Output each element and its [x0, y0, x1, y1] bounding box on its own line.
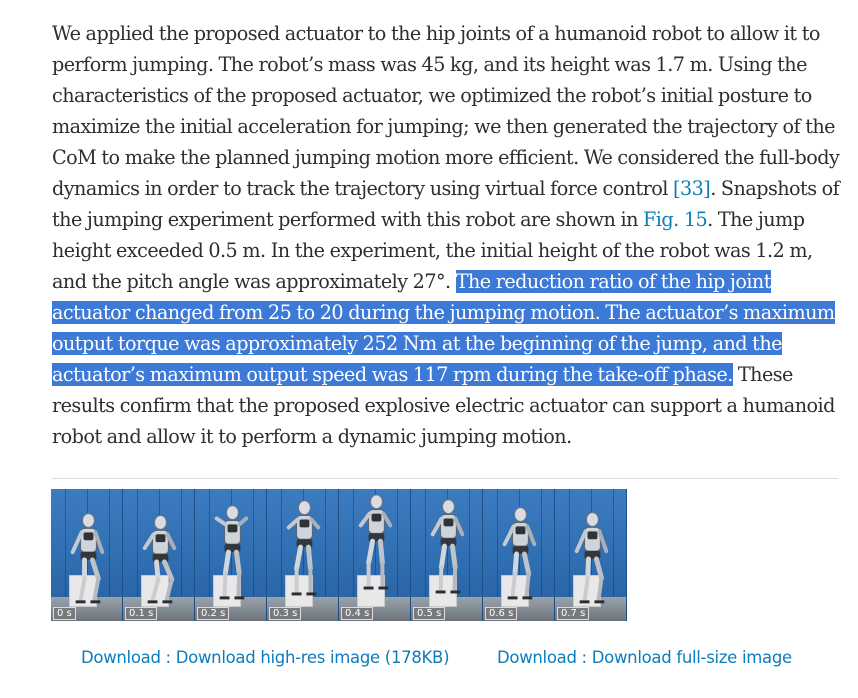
download-high-res-link[interactable]: Download : Download high-res image (178KB): [81, 648, 450, 667]
body-paragraph: [52, 18, 852, 452]
frame-time-label: 0.4 s: [341, 607, 373, 620]
frame-time-label: 0.5 s: [413, 607, 445, 620]
article-body: [52, 18, 852, 452]
paragraph-text-3: . The jump height exceeded 0.5 m. In the experiment, the initial height of the robot was 1.2 m, and the pitch angle was approximately 27°.: [52, 208, 813, 293]
robot-figure: [411, 489, 482, 621]
frame-time-label: 0 s: [53, 607, 76, 620]
download-full-size-link[interactable]: Download : Download full-size image: [497, 648, 792, 667]
figure-frame: [339, 489, 411, 621]
figure-frame: [555, 489, 627, 621]
figure-15-link[interactable]: Fig. 15: [643, 208, 708, 231]
robot-figure: [123, 489, 194, 621]
robot-figure: [483, 489, 554, 621]
frame-time-label: 0.6 s: [485, 607, 517, 620]
figure-frame: [483, 489, 555, 621]
reference-link-33[interactable]: [33]: [673, 177, 711, 200]
robot-figure: [195, 489, 266, 621]
section-divider: [52, 478, 838, 479]
frame-time-label: 0.1 s: [125, 607, 157, 620]
robot-figure: [267, 489, 338, 621]
figure-frame: [195, 489, 267, 621]
paragraph-text-4: These results confirm that the proposed explosive electric actuator can support a humanoid robot and allow it to perform a dynamic jumping motion.: [52, 363, 835, 448]
frame-time-label: 0.7 s: [557, 607, 589, 620]
paragraph-text-2: . Snapshots of the jumping experiment performed with this robot are shown in: [52, 177, 840, 231]
selected-text[interactable]: The reduction ratio of the hip joint actuator changed from 25 to 20 during the jumping motion. The actuator’s maximum output torque was approximately 252 Nm at the beginning of the jump, and the actuator’s maximum output speed was 117 rpm during the take-off phase.: [52, 270, 835, 386]
frame-time-label: 0.3 s: [269, 607, 301, 620]
figure-frame: [123, 489, 195, 621]
robot-figure: [339, 489, 410, 621]
figure-frame: [411, 489, 483, 621]
paragraph-text-1: We applied the proposed actuator to the hip joints of a humanoid robot to allow it to perform jumping. The robot’s mass was 45 kg, and its height was 1.7 m. Using the characteristics of the proposed actuator, we optimized the robot’s initial posture to maximize the initial acceleration for jumping; we then generated the trajectory of the CoM to make the planned jumping motion more efficient. We considered the full-body dynamics in order to track the trajectory using virtual force control: [52, 22, 840, 200]
figure-jumping-snapshots[interactable]: [51, 489, 627, 621]
robot-figure: [51, 489, 122, 621]
figure-frame: [51, 489, 123, 621]
figure-frame: [267, 489, 339, 621]
frame-time-label: 0.2 s: [197, 607, 229, 620]
robot-figure: [555, 489, 626, 621]
